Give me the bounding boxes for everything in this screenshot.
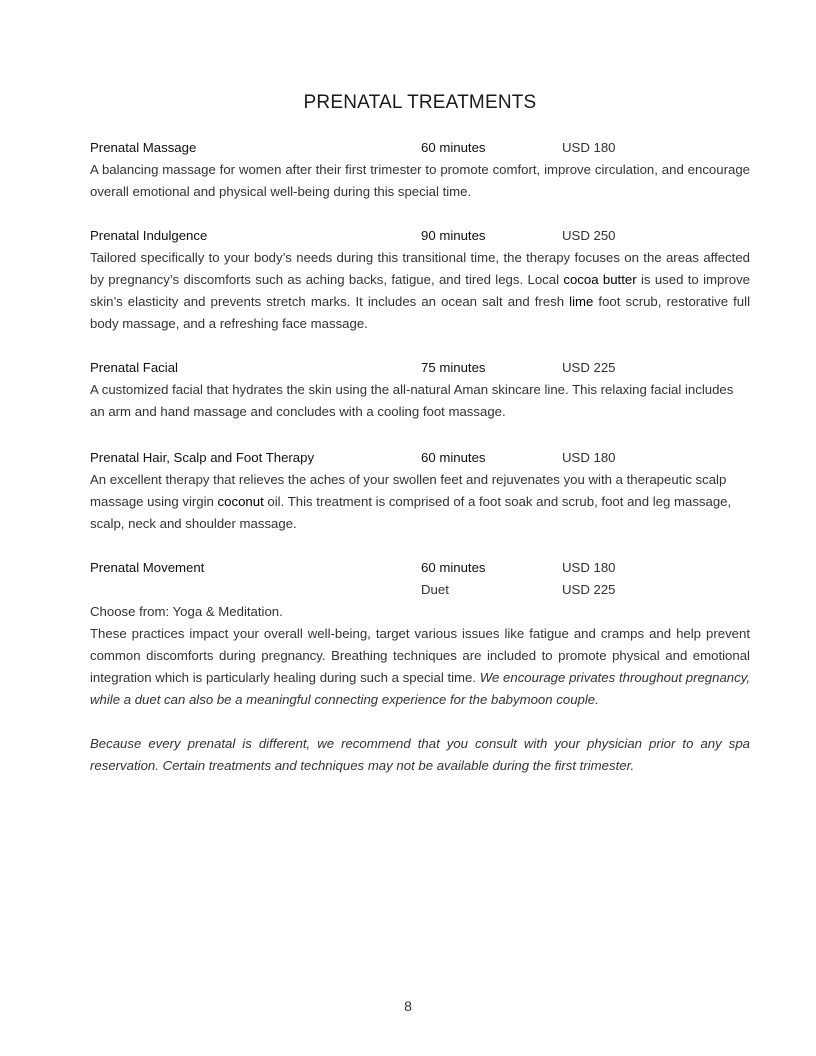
treatment-description: A balancing massage for women after their first trimester to promote comfort, improve circulation, and encourage overall emotional and physical well-being during this special time. [90,162,750,199]
description-text: foot scrub, restorative full body massage, and a refreshing face massage. [90,294,750,331]
description-text: oil. This treatment is comprised of a foot soak and scrub, foot and leg massage, scalp, neck and shoulder massage. [90,494,732,531]
treatment-description [90,247,750,335]
treatment-price: USD 250 [562,228,616,243]
treatment-price: USD 180 [562,560,616,575]
highlight-ingredient: cocoa butter [563,272,637,287]
treatment-header [90,137,750,159]
treatment-price: USD 180 [562,140,616,155]
treatment-name: Prenatal Hair, Scalp and Foot Therapy [90,450,315,465]
treatment-prenatal-indulgence [90,225,750,335]
disclaimer [90,733,750,777]
treatment-name: Prenatal Massage [90,140,197,155]
description-text: An excellent therapy that relieves the aches of your swollen feet and rejuvenates you with a therapeutic scalp massage using virgin [90,472,727,509]
treatment-duration: 90 minutes [421,228,486,243]
duet-price: USD 225 [562,582,616,597]
treatment-duet-row [90,579,750,601]
treatment-prenatal-hair-scalp-foot [90,447,750,535]
highlight-ingredient: lime [569,294,594,309]
treatment-prenatal-massage [90,137,750,203]
treatment-header [90,557,750,579]
description-text: Tailored specifically to your body’s needs during this transitional time, the therapy focuses on the areas affected by pregnancy’s discomforts such as aching backs, fatigue, and tired legs. Local [90,250,750,287]
treatment-prenatal-facial [90,357,750,423]
treatment-name: Prenatal Indulgence [90,228,208,243]
treatment-header [90,357,750,379]
description-italic: We encourage privates throughout pregnancy, while a duet can also be a meaningful connecting experience for the babymoon couple. [90,670,751,707]
description-text: is used to improve skin’s elasticity and prevents stretch marks. It includes an ocean salt and fresh [90,272,751,309]
treatment-prenatal-movement [90,557,750,711]
treatment-options: Choose from: Yoga & Meditation. [90,604,283,619]
treatment-description [90,469,750,535]
treatment-header [90,447,750,469]
treatment-name: Prenatal Movement [90,560,205,575]
treatment-header [90,225,750,247]
duet-label: Duet [421,582,449,597]
treatment-duration: 60 minutes [421,450,486,465]
treatment-duration: 60 minutes [421,560,486,575]
page-title: PRENATAL TREATMENTS [303,92,537,113]
treatment-duration: 75 minutes [421,360,486,375]
treatment-name: Prenatal Facial [90,360,178,375]
treatment-price: USD 225 [562,360,616,375]
treatment-duration: 60 minutes [421,140,486,155]
description-text: These practices impact your overall well-being, target various issues like fatigue and cramps and help prevent common discomforts during pregnancy. Breathing techniques are included to promote physical and emotional integration which is particularly healing during such a special time. [90,626,750,685]
highlight-ingredient: coconut [217,494,264,509]
treatment-price: USD 180 [562,450,616,465]
disclaimer-text: Because every prenatal is different, we recommend that you consult with your physician prior to any spa reservation. Certain treatments and techniques may not be available during the first trimester. [90,736,750,773]
page-number: 8 [404,998,412,1014]
treatment-description [90,623,750,711]
treatment-description: A customized facial that hydrates the skin using the all-natural Aman skincare line. This relaxing facial includes an arm and hand massage and concludes with a cooling foot massage. [90,382,734,419]
